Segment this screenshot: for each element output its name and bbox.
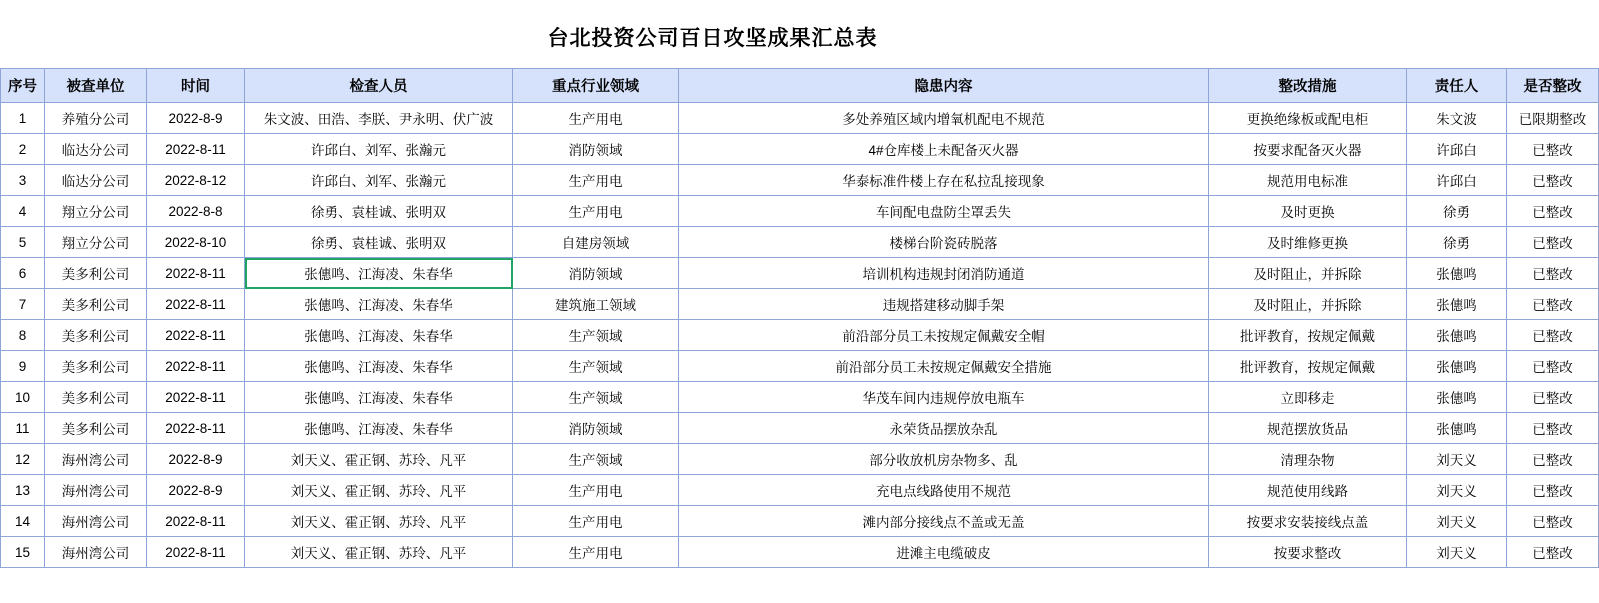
cell-inspectors[interactable]: 张僡鸣、江海凌、朱春华 xyxy=(245,413,513,444)
cell-index[interactable]: 11 xyxy=(1,413,45,444)
cell-index[interactable]: 3 xyxy=(1,165,45,196)
cell-date[interactable]: 2022-8-11 xyxy=(147,537,245,568)
cell-date[interactable]: 2022-8-9 xyxy=(147,444,245,475)
table-row xyxy=(1,413,1599,444)
column-header-fix[interactable]: 整改措施 xyxy=(1209,69,1407,103)
cell-issue[interactable]: 车间配电盘防尘罩丢失 xyxy=(679,196,1209,227)
cell-index[interactable]: 5 xyxy=(1,227,45,258)
column-header-field[interactable]: 重点行业领域 xyxy=(513,69,679,103)
cell-field[interactable]: 生产用电 xyxy=(513,165,679,196)
cell-issue[interactable]: 滩内部分接线点不盖或无盖 xyxy=(679,506,1209,537)
cell-field[interactable]: 消防领域 xyxy=(513,258,679,289)
cell-done[interactable]: 已整改 xyxy=(1507,165,1599,196)
cell-field[interactable]: 建筑施工领域 xyxy=(513,289,679,320)
cell-issue[interactable]: 培训机构违规封闭消防通道 xyxy=(679,258,1209,289)
cell-unit[interactable]: 美多利公司 xyxy=(45,289,147,320)
cell-fix[interactable]: 规范摆放货品 xyxy=(1209,413,1407,444)
cell-index[interactable]: 14 xyxy=(1,506,45,537)
cell-unit[interactable]: 美多利公司 xyxy=(45,258,147,289)
cell-issue[interactable]: 违规搭建移动脚手架 xyxy=(679,289,1209,320)
table-row xyxy=(1,475,1599,506)
column-header-index[interactable]: 序号 xyxy=(1,69,45,103)
cell-field[interactable]: 生产领域 xyxy=(513,351,679,382)
cell-unit[interactable]: 美多利公司 xyxy=(45,351,147,382)
cell-index[interactable]: 8 xyxy=(1,320,45,351)
cell-owner[interactable]: 许邱白 xyxy=(1407,165,1507,196)
cell-issue[interactable]: 华茂车间内违规停放电瓶车 xyxy=(679,382,1209,413)
cell-index[interactable]: 1 xyxy=(1,103,45,134)
cell-issue[interactable]: 部分收放机房杂物多、乱 xyxy=(679,444,1209,475)
cell-field[interactable]: 生产用电 xyxy=(513,103,679,134)
column-header-issue[interactable]: 隐患内容 xyxy=(679,69,1209,103)
cell-field[interactable]: 生产领域 xyxy=(513,444,679,475)
cell-unit[interactable]: 美多利公司 xyxy=(45,382,147,413)
cell-unit[interactable]: 养殖分公司 xyxy=(45,103,147,134)
cell-unit[interactable]: 海州湾公司 xyxy=(45,506,147,537)
cell-done[interactable]: 已整改 xyxy=(1507,413,1599,444)
column-header-date[interactable]: 时间 xyxy=(147,69,245,103)
cell-fix[interactable]: 按要求安装接线点盖 xyxy=(1209,506,1407,537)
cell-field[interactable]: 生产用电 xyxy=(513,537,679,568)
table-row xyxy=(1,258,1599,289)
table-row xyxy=(1,289,1599,320)
cell-owner[interactable]: 刘天义 xyxy=(1407,475,1507,506)
cell-fix[interactable]: 及时维修更换 xyxy=(1209,227,1407,258)
cell-issue[interactable]: 多处养殖区域内增氧机配电不规范 xyxy=(679,103,1209,134)
cell-fix[interactable]: 立即移走 xyxy=(1209,382,1407,413)
summary-table xyxy=(0,68,1599,568)
cell-unit[interactable]: 临达分公司 xyxy=(45,134,147,165)
cell-inspectors[interactable]: 刘天义、霍正钢、苏玲、凡平 xyxy=(245,506,513,537)
cell-date[interactable]: 2022-8-9 xyxy=(147,103,245,134)
cell-owner[interactable]: 张僡鸣 xyxy=(1407,258,1507,289)
cell-done[interactable]: 已整改 xyxy=(1507,289,1599,320)
cell-date[interactable]: 2022-8-11 xyxy=(147,134,245,165)
cell-date[interactable]: 2022-8-9 xyxy=(147,475,245,506)
column-header-inspectors[interactable]: 检查人员 xyxy=(245,69,513,103)
cell-index[interactable]: 13 xyxy=(1,475,45,506)
column-header-unit[interactable]: 被查单位 xyxy=(45,69,147,103)
cell-done[interactable]: 已整改 xyxy=(1507,258,1599,289)
cell-index[interactable]: 10 xyxy=(1,382,45,413)
cell-index[interactable]: 9 xyxy=(1,351,45,382)
table-row xyxy=(1,382,1599,413)
cell-issue[interactable]: 前沿部分员工未按规定佩戴安全措施 xyxy=(679,351,1209,382)
cell-inspectors[interactable]: 许邱白、刘军、张瀚元 xyxy=(245,134,513,165)
cell-done[interactable]: 已整改 xyxy=(1507,382,1599,413)
cell-unit[interactable]: 海州湾公司 xyxy=(45,475,147,506)
cell-fix[interactable]: 及时阻止，并拆除 xyxy=(1209,289,1407,320)
table-row xyxy=(1,320,1599,351)
cell-field[interactable]: 生产领域 xyxy=(513,320,679,351)
cell-date[interactable]: 2022-8-10 xyxy=(147,227,245,258)
cell-fix[interactable]: 按要求配备灭火器 xyxy=(1209,134,1407,165)
cell-owner[interactable]: 刘天义 xyxy=(1407,444,1507,475)
cell-field[interactable]: 消防领域 xyxy=(513,413,679,444)
cell-date[interactable]: 2022-8-11 xyxy=(147,258,245,289)
cell-inspectors[interactable]: 张僡鸣、江海凌、朱春华 xyxy=(245,382,513,413)
cell-done[interactable]: 已整改 xyxy=(1507,537,1599,568)
cell-unit[interactable]: 临达分公司 xyxy=(45,165,147,196)
cell-fix[interactable]: 批评教育，按规定佩戴 xyxy=(1209,351,1407,382)
cell-inspectors[interactable]: 刘天义、霍正钢、苏玲、凡平 xyxy=(245,475,513,506)
cell-owner[interactable]: 刘天义 xyxy=(1407,537,1507,568)
cell-field[interactable]: 生产用电 xyxy=(513,506,679,537)
table-row xyxy=(1,103,1599,134)
cell-fix[interactable]: 清理杂物 xyxy=(1209,444,1407,475)
table-header-row xyxy=(1,69,1599,103)
cell-issue[interactable]: 4#仓库楼上未配备灭火器 xyxy=(679,134,1209,165)
cell-inspectors[interactable]: 徐勇、袁桂诚、张明双 xyxy=(245,227,513,258)
cell-inspectors[interactable]: 朱文波、田浩、李朕、尹永明、伏广波 xyxy=(245,103,513,134)
cell-date[interactable]: 2022-8-11 xyxy=(147,289,245,320)
cell-date[interactable]: 2022-8-11 xyxy=(147,351,245,382)
cell-fix[interactable]: 更换绝缘板或配电柜 xyxy=(1209,103,1407,134)
cell-done[interactable]: 已整改 xyxy=(1507,444,1599,475)
cell-date[interactable]: 2022-8-12 xyxy=(147,165,245,196)
cell-fix[interactable]: 规范用电标准 xyxy=(1209,165,1407,196)
cell-inspectors[interactable]: 刘天义、霍正钢、苏玲、凡平 xyxy=(245,537,513,568)
cell-owner[interactable]: 徐勇 xyxy=(1407,227,1507,258)
cell-index[interactable]: 6 xyxy=(1,258,45,289)
cell-fix[interactable]: 规范使用线路 xyxy=(1209,475,1407,506)
cell-unit[interactable]: 海州湾公司 xyxy=(45,444,147,475)
cell-unit[interactable]: 翔立分公司 xyxy=(45,227,147,258)
cell-field[interactable]: 自建房领域 xyxy=(513,227,679,258)
cell-field[interactable]: 生产用电 xyxy=(513,196,679,227)
page-title: 台北投资公司百日攻坚成果汇总表 xyxy=(547,27,878,50)
cell-done[interactable]: 已整改 xyxy=(1507,351,1599,382)
cell-index[interactable]: 2 xyxy=(1,134,45,165)
cell-owner[interactable]: 张僡鸣 xyxy=(1407,320,1507,351)
cell-done[interactable]: 已整改 xyxy=(1507,320,1599,351)
cell-done[interactable]: 已整改 xyxy=(1507,475,1599,506)
cell-date[interactable]: 2022-8-11 xyxy=(147,382,245,413)
cell-done[interactable]: 已整改 xyxy=(1507,196,1599,227)
cell-owner[interactable]: 许邱白 xyxy=(1407,134,1507,165)
table-row xyxy=(1,134,1599,165)
cell-inspectors[interactable]: 张僡鸣、江海凌、朱春华 xyxy=(245,258,513,289)
table-row xyxy=(1,444,1599,475)
cell-done[interactable]: 已整改 xyxy=(1507,227,1599,258)
cell-owner[interactable]: 刘天义 xyxy=(1407,506,1507,537)
cell-inspectors[interactable]: 许邱白、刘军、张瀚元 xyxy=(245,165,513,196)
table-header xyxy=(1,69,1599,103)
cell-fix[interactable]: 批评教育，按规定佩戴 xyxy=(1209,320,1407,351)
cell-index[interactable]: 12 xyxy=(1,444,45,475)
cell-index[interactable]: 15 xyxy=(1,537,45,568)
table-row xyxy=(1,196,1599,227)
table-row xyxy=(1,227,1599,258)
cell-issue[interactable]: 华泰标准件楼上存在私拉乱接现象 xyxy=(679,165,1209,196)
cell-done[interactable]: 已整改 xyxy=(1507,134,1599,165)
cell-issue[interactable]: 充电点线路使用不规范 xyxy=(679,475,1209,506)
cell-owner[interactable]: 徐勇 xyxy=(1407,196,1507,227)
cell-inspectors[interactable]: 张僡鸣、江海凌、朱春华 xyxy=(245,289,513,320)
cell-field[interactable]: 消防领域 xyxy=(513,134,679,165)
cell-owner[interactable]: 朱文波 xyxy=(1407,103,1507,134)
table-row xyxy=(1,506,1599,537)
cell-done[interactable]: 已限期整改 xyxy=(1507,103,1599,134)
cell-index[interactable]: 4 xyxy=(1,196,45,227)
cell-unit[interactable]: 美多利公司 xyxy=(45,413,147,444)
table-row xyxy=(1,351,1599,382)
table-row xyxy=(1,165,1599,196)
cell-fix[interactable]: 及时阻止，并拆除 xyxy=(1209,258,1407,289)
cell-fix[interactable]: 及时更换 xyxy=(1209,196,1407,227)
cell-owner[interactable]: 张僡鸣 xyxy=(1407,351,1507,382)
cell-inspectors[interactable]: 张僡鸣、江海凌、朱春华 xyxy=(245,351,513,382)
cell-issue[interactable]: 前沿部分员工未按规定佩戴安全帽 xyxy=(679,320,1209,351)
cell-date[interactable]: 2022-8-8 xyxy=(147,196,245,227)
cell-date[interactable]: 2022-8-11 xyxy=(147,320,245,351)
cell-index[interactable]: 7 xyxy=(1,289,45,320)
cell-field[interactable]: 生产领域 xyxy=(513,382,679,413)
cell-date[interactable]: 2022-8-11 xyxy=(147,413,245,444)
cell-issue[interactable]: 进滩主电缆破皮 xyxy=(679,537,1209,568)
cell-unit[interactable]: 翔立分公司 xyxy=(45,196,147,227)
cell-inspectors[interactable]: 徐勇、袁桂诚、张明双 xyxy=(245,196,513,227)
column-header-owner[interactable]: 责任人 xyxy=(1407,69,1507,103)
cell-issue[interactable]: 永荣货品摆放杂乱 xyxy=(679,413,1209,444)
cell-issue[interactable]: 楼梯台阶瓷砖脱落 xyxy=(679,227,1209,258)
cell-done[interactable]: 已整改 xyxy=(1507,506,1599,537)
cell-date[interactable]: 2022-8-11 xyxy=(147,506,245,537)
cell-owner[interactable]: 张僡鸣 xyxy=(1407,413,1507,444)
cell-unit[interactable]: 海州湾公司 xyxy=(45,537,147,568)
cell-inspectors[interactable]: 刘天义、霍正钢、苏玲、凡平 xyxy=(245,444,513,475)
cell-unit[interactable]: 美多利公司 xyxy=(45,320,147,351)
table-body xyxy=(1,103,1599,568)
cell-fix[interactable]: 按要求整改 xyxy=(1209,537,1407,568)
cell-field[interactable]: 生产用电 xyxy=(513,475,679,506)
cell-inspectors[interactable]: 张僡鸣、江海凌、朱春华 xyxy=(245,320,513,351)
cell-owner[interactable]: 张僡鸣 xyxy=(1407,382,1507,413)
table-row xyxy=(1,537,1599,568)
cell-owner[interactable]: 张僡鸣 xyxy=(1407,289,1507,320)
column-header-done[interactable]: 是否整改 xyxy=(1507,69,1599,103)
